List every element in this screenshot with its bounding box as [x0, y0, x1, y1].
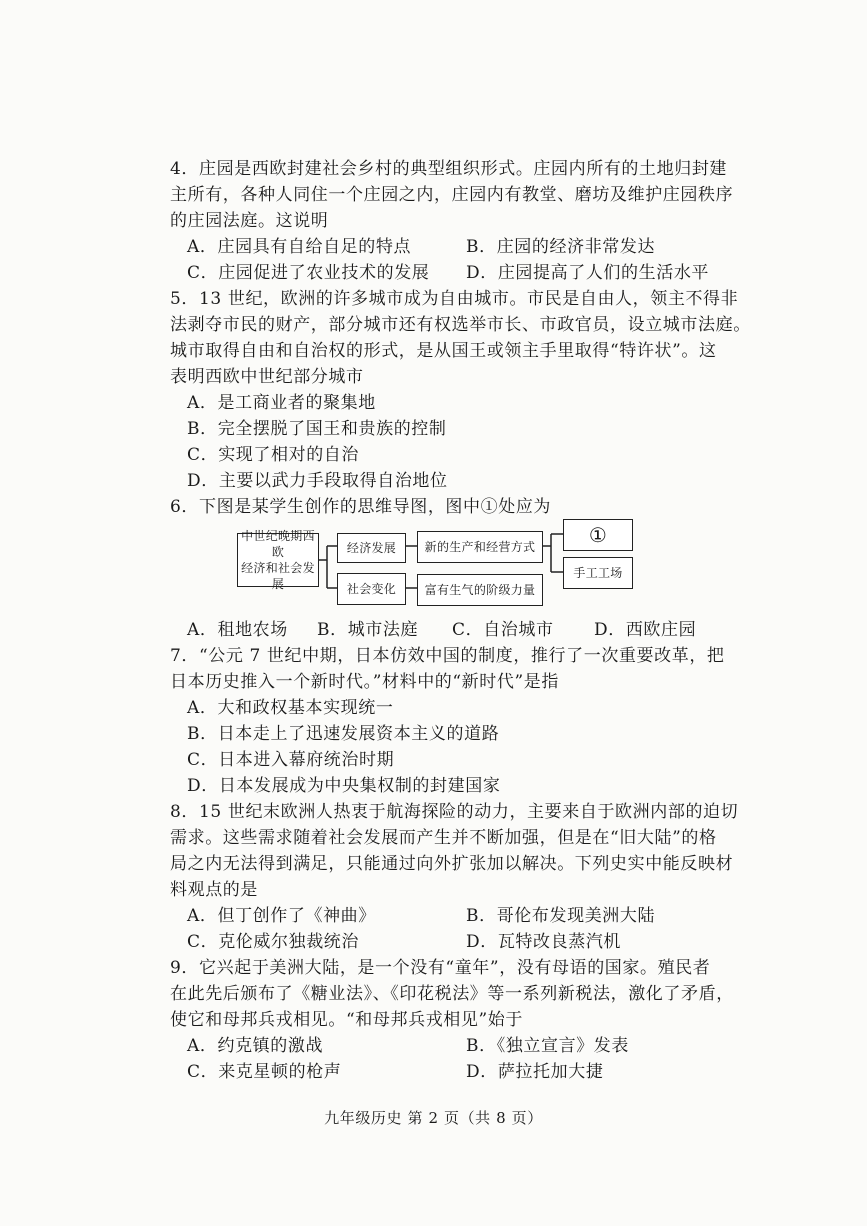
question-9-stem-line-1: 9．它兴起于美洲大陆，是一个没有“童年”，没有母语的国家。殖民者	[170, 958, 711, 978]
question-9-option-a: A．约克镇的激战	[187, 1036, 324, 1056]
question-5-option-b: B．完全摆脱了国王和贵族的控制	[187, 419, 447, 439]
question-5-option-d: D．主要以武力手段取得自治地位	[187, 471, 448, 491]
question-7-option-d: D．日本发展成为中央集权制的封建国家	[187, 776, 501, 796]
question-9-option-d: D．萨拉托加大捷	[466, 1062, 604, 1082]
question-8-option-a: A．但丁创作了《神曲》	[187, 906, 376, 926]
question-4-option-b: B．庄园的经济非常发达	[466, 237, 656, 257]
mind-map-econ-node: 经济发展	[337, 533, 406, 563]
question-7-option-c: C．日本进入幕府统治时期	[187, 750, 395, 770]
question-7-option-a: A．大和政权基本实现统一	[187, 698, 394, 718]
question-5-stem-line-4: 表明西欧中世纪部分城市	[170, 367, 364, 387]
question-9-stem-line-2: 在此先后颁布了《糖业法》、《印花税法》等一系列新税法，激化了矛盾，	[170, 984, 734, 1004]
mind-map-social-node: 社会变化	[337, 573, 406, 605]
question-4-option-d: D．庄园提高了人们的生活水平	[466, 263, 710, 283]
mind-map-class-force-node: 富有生气的阶级力量	[417, 574, 543, 606]
question-8-stem-line-1: 8．15 世纪末欧洲人热衷于航海探险的动力，主要来自于欧洲内部的迫切	[170, 802, 739, 822]
mind-map-root-line-2: 经济和社会发展	[241, 561, 315, 591]
question-6-option-a: A．租地农场	[187, 620, 288, 640]
question-8-stem-line-3: 局之内无法得到满足，只能通过向外扩张加以解决。下列史实中能反映材	[170, 854, 734, 874]
question-9-stem-line-3: 使它和母邦兵戎相见。“和母邦兵戎相见”始于	[170, 1010, 523, 1030]
question-5-stem-line-3: 城市取得自由和自治权的形式，是从国王或领主手里取得“特许状”。这	[170, 341, 717, 361]
question-5-stem-line-1: 5．13 世纪，欧洲的许多城市成为自由城市。市民是自由人，领主不得非	[170, 289, 739, 309]
question-6-option-d: D．西欧庄园	[594, 620, 697, 640]
mind-map-root-node	[237, 529, 319, 591]
question-8-stem-line-4: 料观点的是	[170, 880, 258, 900]
question-8-option-b: B．哥伦布发现美洲大陆	[466, 906, 656, 926]
mind-map-new-mode-node: 新的生产和经营方式	[417, 531, 543, 563]
question-9-option-c: C．来克星顿的枪声	[187, 1062, 342, 1082]
question-7-stem-line-1: 7．“公元 7 世纪中期，日本仿效中国的制度，推行了一次重要改革，把	[170, 646, 725, 666]
question-4-stem-line-3: 的庄园法庭。这说明	[170, 211, 329, 231]
question-8-option-d: D．瓦特改良蒸汽机	[466, 932, 622, 952]
question-5-option-a: A．是工商业者的聚集地	[187, 393, 376, 413]
mind-map-root-line-1: 中世纪晚期西欧	[241, 529, 315, 559]
mind-map-blank-node: ①	[563, 519, 633, 551]
question-7-stem-line-2: 日本历史推入一个新时代。”材料中的“新时代”是指	[170, 672, 559, 692]
question-6-option-c: C．自治城市	[452, 620, 554, 640]
question-8-stem-line-2: 需求。这些需求随着社会发展而产生并不断加强，但是在“旧大陆”的格	[170, 828, 717, 848]
question-6-option-b: B．城市法庭	[317, 620, 419, 640]
question-4-option-a: A．庄园具有自给自足的特点	[187, 237, 412, 257]
mind-map-handicraft-node: 手工工场	[563, 557, 633, 589]
question-7-option-b: B．日本走上了迅速发展资本主义的道路	[187, 724, 500, 744]
question-5-stem-line-2: 法剥夺市民的财产，部分城市还有权选举市长、市政官员，设立城市法庭。	[170, 315, 751, 335]
page-footer: 九年级历史 第 2 页（共 8 页）	[324, 1109, 543, 1127]
question-4-stem-line-1: 4．庄园是西欧封建社会乡村的典型组织形式。庄园内所有的土地归封建	[170, 159, 728, 179]
question-8-option-c: C．克伦威尔独裁统治	[187, 932, 360, 952]
question-9-option-b: B．《独立宣言》发表	[466, 1036, 629, 1056]
question-5-option-c: C．实现了相对的自治	[187, 445, 360, 465]
question-4-option-c: C．庄园促进了农业技术的发展	[187, 263, 430, 283]
question-6-stem-line-1: 6．下图是某学生创作的思维导图，图中①处应为	[170, 497, 552, 517]
question-4-stem-line-2: 主所有，各种人同住一个庄园之内，庄园内有教堂、磨坊及维护庄园秩序	[170, 185, 734, 205]
